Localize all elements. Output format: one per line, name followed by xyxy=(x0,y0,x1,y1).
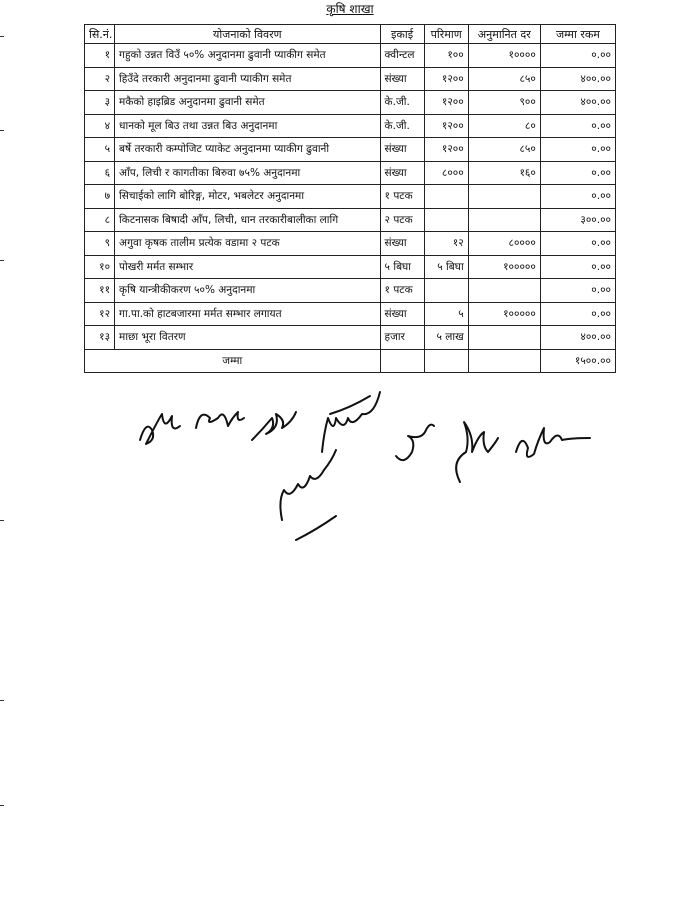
cell-unit: हजार xyxy=(380,326,424,350)
section-title: कृषि शाखा xyxy=(326,2,374,16)
cell-sn: ६ xyxy=(85,161,115,185)
cell-description: अगुवा कृषक तालीम प्रत्येक वडामा २ पटक xyxy=(115,232,381,256)
cell-unit: संख्या xyxy=(380,67,424,91)
cell-unit: संख्या xyxy=(380,138,424,162)
margin-tick xyxy=(0,36,4,37)
cell-amount: ०.०० xyxy=(540,138,615,162)
cell-rate xyxy=(468,326,540,350)
cell-sn: ४ xyxy=(85,114,115,138)
table-row xyxy=(85,91,616,115)
signature-7 xyxy=(516,428,590,457)
cell-quantity: १०० xyxy=(424,44,468,68)
cell-amount: ०.०० xyxy=(540,302,615,326)
cell-unit: के.जी. xyxy=(380,114,424,138)
total-label: जम्मा xyxy=(85,349,381,373)
table-header-row xyxy=(85,25,616,44)
cell-amount: ४००.०० xyxy=(540,326,615,350)
column-header-sn: सि.नं. xyxy=(85,25,115,44)
cell-sn: ९ xyxy=(85,232,115,256)
cell-sn: २ xyxy=(85,67,115,91)
cell-unit: संख्या xyxy=(380,302,424,326)
cell-amount: ४००.०० xyxy=(540,91,615,115)
column-header-quantity: परिमाण xyxy=(424,25,468,44)
cell-description: हिउँदे तरकारी अनुदानमा ढुवानी प्याकीग समेत xyxy=(115,67,381,91)
cell-sn: ११ xyxy=(85,279,115,303)
cell-sn: १० xyxy=(85,255,115,279)
signature-5 xyxy=(396,425,434,461)
column-header-amount: जम्मा रकम xyxy=(540,25,615,44)
cell-amount: ०.०० xyxy=(540,114,615,138)
cell-unit: १ पटक xyxy=(380,185,424,209)
cell-unit: संख्या xyxy=(380,232,424,256)
cell-rate: ८५० xyxy=(468,67,540,91)
table-row xyxy=(85,138,616,162)
cell-description: गा.पा.को हाटबजारमा मर्मत सम्भार लगायत xyxy=(115,302,381,326)
signature-6 xyxy=(456,422,498,482)
total-amount: १५००.०० xyxy=(540,349,615,373)
table-row xyxy=(85,255,616,279)
cell-amount: ३००.०० xyxy=(540,208,615,232)
table-row xyxy=(85,114,616,138)
cell-description: मकैको हाइब्रिड अनुदानमा ढुवानी समेत xyxy=(115,91,381,115)
cell-description: सिचाईको लागि बोरिङ्ग, मोटर, भबलेटर अनुदानमा xyxy=(115,185,381,209)
cell-rate xyxy=(468,185,540,209)
cell-sn: ७ xyxy=(85,185,115,209)
cell-quantity: १२ xyxy=(424,232,468,256)
table-row xyxy=(85,326,616,350)
cell-empty xyxy=(468,349,540,373)
cell-rate: १००००० xyxy=(468,302,540,326)
cell-amount: ०.०० xyxy=(540,44,615,68)
table-row xyxy=(85,208,616,232)
signature-2 xyxy=(196,412,244,428)
cell-description: बर्षे तरकारी कम्पोजिट प्याकेट अनुदानमा प्याकीग ढुवानी xyxy=(115,138,381,162)
signature-8 xyxy=(280,450,336,540)
cell-sn: ३ xyxy=(85,91,115,115)
cell-quantity: १२०० xyxy=(424,138,468,162)
cell-rate xyxy=(468,208,540,232)
column-header-description: योजनाको विवरण xyxy=(115,25,381,44)
cell-amount: ०.०० xyxy=(540,185,615,209)
cell-unit: २ पटक xyxy=(380,208,424,232)
cell-quantity xyxy=(424,279,468,303)
table-total-row xyxy=(85,349,616,373)
cell-unit: के.जी. xyxy=(380,91,424,115)
cell-quantity: ५ xyxy=(424,302,468,326)
margin-tick xyxy=(0,700,4,701)
cell-rate: ८० xyxy=(468,114,540,138)
table-row xyxy=(85,161,616,185)
cell-quantity: ५ लाख xyxy=(424,326,468,350)
cell-empty xyxy=(380,349,424,373)
cell-rate: ८५० xyxy=(468,138,540,162)
cell-amount: ०.०० xyxy=(540,279,615,303)
cell-sn: १३ xyxy=(85,326,115,350)
cell-unit: संख्या xyxy=(380,161,424,185)
cell-description: आँप, लिची र कागतीका बिरुवा ७५% अनुदानमा xyxy=(115,161,381,185)
margin-tick xyxy=(0,130,4,131)
signature-1 xyxy=(140,414,180,444)
cell-empty xyxy=(424,349,468,373)
table-row xyxy=(85,67,616,91)
cell-sn: १ xyxy=(85,44,115,68)
cell-quantity: १२०० xyxy=(424,91,468,115)
cell-description: गहुको उन्नत विउँ ५०% अनुदानमा ढुवानी प्याकीग समेत xyxy=(115,44,381,68)
margin-tick xyxy=(0,805,4,806)
cell-rate: १०००० xyxy=(468,44,540,68)
cell-sn: ८ xyxy=(85,208,115,232)
cell-rate: ८०००० xyxy=(468,232,540,256)
cell-sn: ५ xyxy=(85,138,115,162)
cell-amount: ०.०० xyxy=(540,232,615,256)
signature-3 xyxy=(252,412,296,440)
cell-quantity xyxy=(424,185,468,209)
cell-unit: क्वीन्टल xyxy=(380,44,424,68)
margin-tick xyxy=(0,520,4,521)
cell-rate: १००००० xyxy=(468,255,540,279)
cell-rate xyxy=(468,279,540,303)
cell-amount: ०.०० xyxy=(540,161,615,185)
column-header-rate: अनुमानित दर xyxy=(468,25,540,44)
signature-4 xyxy=(322,392,380,452)
cell-amount: ०.०० xyxy=(540,255,615,279)
cell-rate: ९०० xyxy=(468,91,540,115)
budget-table xyxy=(84,24,616,373)
cell-description: धानको मूल बिउ तथा उन्नत बिउ अनुदानमा xyxy=(115,114,381,138)
cell-amount: ४००.०० xyxy=(540,67,615,91)
cell-rate: १६० xyxy=(468,161,540,185)
cell-unit: १ पटक xyxy=(380,279,424,303)
cell-quantity: १२०० xyxy=(424,114,468,138)
table-row xyxy=(85,44,616,68)
column-header-unit: इकाई xyxy=(380,25,424,44)
cell-quantity: ५ बिघा xyxy=(424,255,468,279)
table-row xyxy=(85,279,616,303)
cell-sn: १२ xyxy=(85,302,115,326)
cell-quantity: १२०० xyxy=(424,67,468,91)
table-row xyxy=(85,232,616,256)
cell-description: कृषि यान्त्रीकीकरण ५०% अनुदानमा xyxy=(115,279,381,303)
cell-description: पोखरी मर्मत सम्भार xyxy=(115,255,381,279)
table-row xyxy=(85,185,616,209)
table-row xyxy=(85,302,616,326)
cell-quantity xyxy=(424,208,468,232)
cell-unit: ५ बिघा xyxy=(380,255,424,279)
cell-quantity: ८००० xyxy=(424,161,468,185)
cell-description: माछा भूरा वितरण xyxy=(115,326,381,350)
margin-tick xyxy=(0,260,4,261)
cell-description: किटनासक बिषादी आँप, लिची, धान तरकारीबालीका लागि xyxy=(115,208,381,232)
